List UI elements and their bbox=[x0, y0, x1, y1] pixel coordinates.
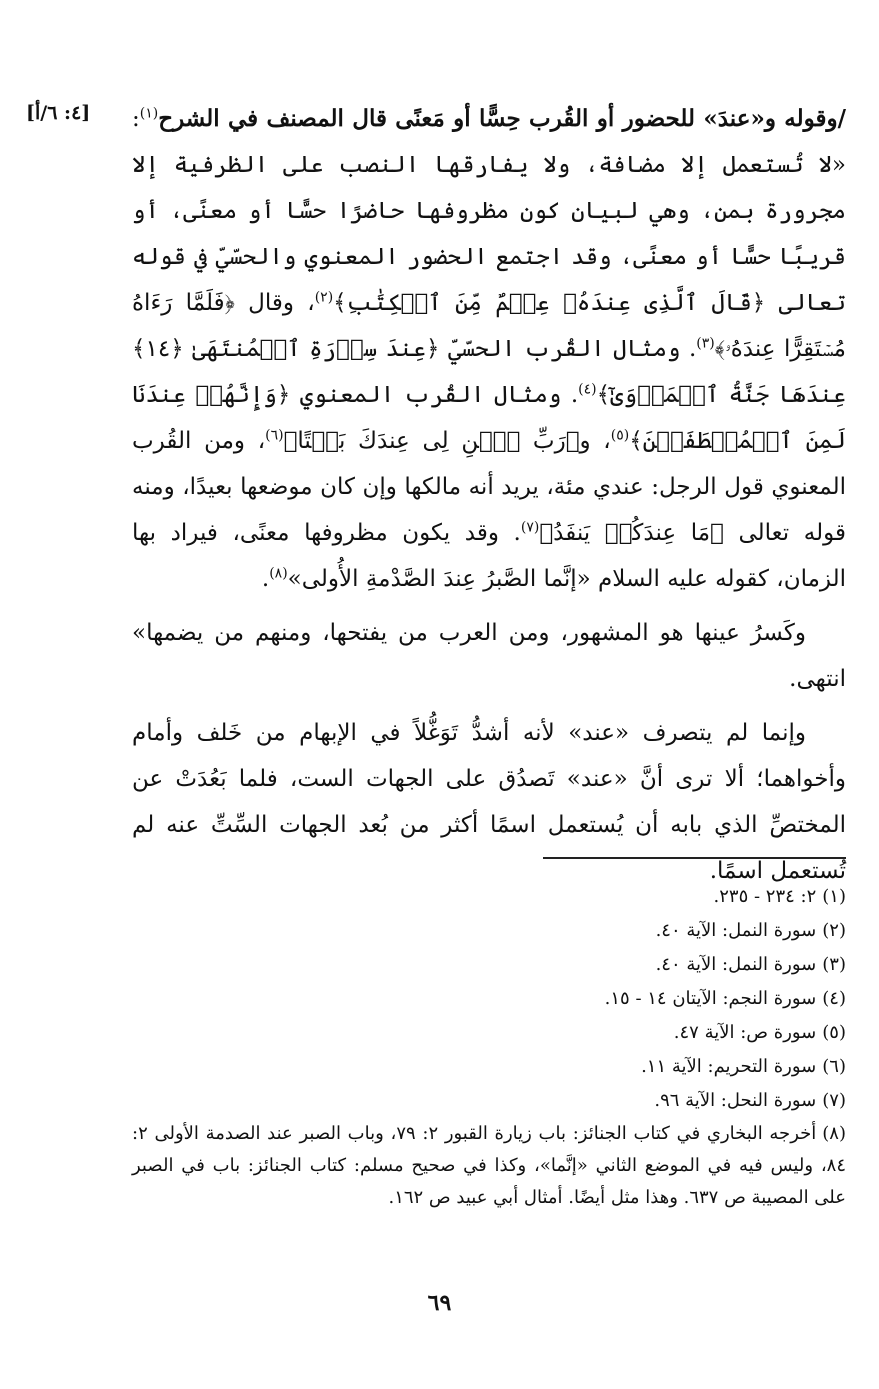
heading-phrase: /وقوله و«عندَ» للحضور أو القُرب حِسًّا أو مَعنًى قال المصنف في الشرح bbox=[158, 105, 846, 132]
text-run: : «لا تُستعمل إلا مضافة، ولا يفارقها النصب على الظرفية إلا مجرورة بمن، وهي لبيان كون مظروفها حاضرًا حسًّا أو معنًى، أو قريبًا حسًّا أو معنًى، وقد اجتمع الحضور المعنوي والحسّيّ في قوله تعالى bbox=[132, 106, 846, 316]
footnote-number: (٦) bbox=[822, 1056, 846, 1077]
text-run: . وقد يكون مظروفها معنًى، فيراد بها الزمان، كقوله عليه السلام «إنَّما الصَّبرُ عِندَ الصَّدْمةِ الأُولى» bbox=[132, 520, 846, 592]
footnote-item bbox=[132, 1050, 846, 1084]
footnote-reference: (٢) bbox=[314, 289, 334, 306]
quran-quote: ﴿مَا عِندَكُمۡ يَنفَدُ﴾ bbox=[539, 520, 724, 546]
footnotes-list bbox=[132, 880, 846, 1214]
footnote-text: ٢: ٢٣٤ - ٢٣٥. bbox=[713, 886, 817, 907]
footnote-reference: (٨) bbox=[269, 565, 288, 582]
footnote-text: سورة التحريم: الآية ١١. bbox=[641, 1056, 817, 1077]
footnote-reference: (٦) bbox=[265, 427, 284, 444]
page-number: ٦٩ bbox=[427, 1290, 452, 1316]
quran-quote: ﴿وَإِنَّهُمۡ عِندَنَا لَمِنَ ٱلۡمُصۡطَفَيۡنَ﴾ bbox=[132, 382, 847, 454]
quran-quote: ﴿رَبِّ ٱبۡنِ لِى عِندَكَ بَيۡتًا﴾ bbox=[283, 428, 580, 454]
footnote-reference: (٤) bbox=[578, 381, 597, 398]
footnote-text: سورة النجم: الآيتان ١٤ - ١٥. bbox=[604, 988, 817, 1009]
text-run: . bbox=[261, 566, 270, 592]
footnote-number: (٥) bbox=[822, 1022, 846, 1043]
footnote-item bbox=[132, 1118, 846, 1214]
paragraph bbox=[132, 610, 846, 702]
footnote-number: (٣) bbox=[822, 954, 846, 975]
footnote-text: سورة النمل: الآية ٤٠. bbox=[655, 954, 817, 975]
main-text bbox=[132, 96, 846, 894]
footnote-number: (٧) bbox=[822, 1090, 846, 1111]
footnote-text: أخرجه البخاري في كتاب الجنائز: باب زيارة القبور ٢: ٧٩، وباب الصبر عند الصدمة الأولى ٢: ٨٤، وليس فيه في الموضع الثاني «إنَّما»، وكذا في صحيح مسلم: كتاب الجنائز: باب في الصبر على المصيبة ص ٦٣٧. وهذا مثل أيضًا. أمثال أبي عبيد ص ١٦٢. bbox=[132, 1123, 846, 1208]
footnote-reference: (١) bbox=[139, 105, 159, 122]
footnote-text: سورة النحل: الآية ٩٦. bbox=[654, 1090, 817, 1111]
footnote-item bbox=[132, 1016, 846, 1050]
footnote-separator bbox=[543, 857, 846, 859]
paragraph bbox=[132, 710, 846, 894]
footnote-reference: (٥) bbox=[610, 427, 630, 444]
text-run: وإنما لم يتصرف «عند» لأنه أشدُّ تَوَغُّلاً في الإبهام من خَلف وأمام وأخواهما؛ ألا ترى أنَّ «عند» تَصدُق على الجهات الست، فلما بَعُدَتْ عن المختصِّ الذي بابه أن يُستعمل اسمًا أكثر من بُعد الجهات السِّتِّ عنه لم تُستعمل اسمًا. bbox=[132, 720, 846, 884]
footnote-item bbox=[132, 948, 846, 982]
quran-quote: ﴿عِندَ سِدۡرَةِ ٱلۡمُنتَهَىٰ ﴿١٤﴾ عِندَهَا جَنَّةُ ٱلۡمَأۡوَىٰٓ﴾ bbox=[132, 336, 846, 408]
paragraph bbox=[132, 96, 846, 602]
footnote-number: (٢) bbox=[822, 920, 846, 941]
footnote-number: (١) bbox=[822, 886, 846, 907]
text-run: ، ومن القُرب المعنوي قول الرجل: عندي مئة، يريد أنه مالكها وإن كان موضعها بعيدًا، ومنه قوله تعالى bbox=[132, 428, 846, 546]
text-run: . ومثال القُرب الحسّيّ bbox=[439, 336, 697, 362]
text-run: وكَسرُ عينها هو المشهور، ومن العرب من يفتحها، ومنهم من يضمها» انتهى. bbox=[132, 620, 846, 692]
footnote-reference: (٣) bbox=[696, 335, 715, 352]
text-run: . ومثال القُرب المعنوي bbox=[290, 382, 579, 408]
quran-quote: ﴿فَلَمَّا رَءَاهُ مُسۡتَقِرًّا عِندَهُۥ﴾ bbox=[132, 290, 846, 362]
footnote-item bbox=[132, 982, 846, 1016]
footnote-reference: (٧) bbox=[520, 519, 540, 536]
footnote-number: (٨) bbox=[822, 1123, 846, 1144]
footnote-text: سورة ص: الآية ٤٧. bbox=[673, 1022, 817, 1043]
footnote-number: (٤) bbox=[822, 988, 846, 1009]
footnote-text: سورة النمل: الآية ٤٠. bbox=[655, 920, 817, 941]
text-run: ، و bbox=[579, 428, 611, 454]
footnote-item bbox=[132, 914, 846, 948]
footnote-item bbox=[132, 1084, 846, 1118]
text-run: ، وقال bbox=[234, 290, 315, 316]
margin-manuscript-reference: [٤: ٦/أ] bbox=[26, 102, 91, 124]
quran-quote: ﴿قَالَ ٱلَّذِى عِندَهُۥ عِلۡمٌ مِّنَ ٱلۡكِتَٰبِ﴾ bbox=[333, 290, 766, 316]
footnote-item bbox=[132, 880, 846, 914]
